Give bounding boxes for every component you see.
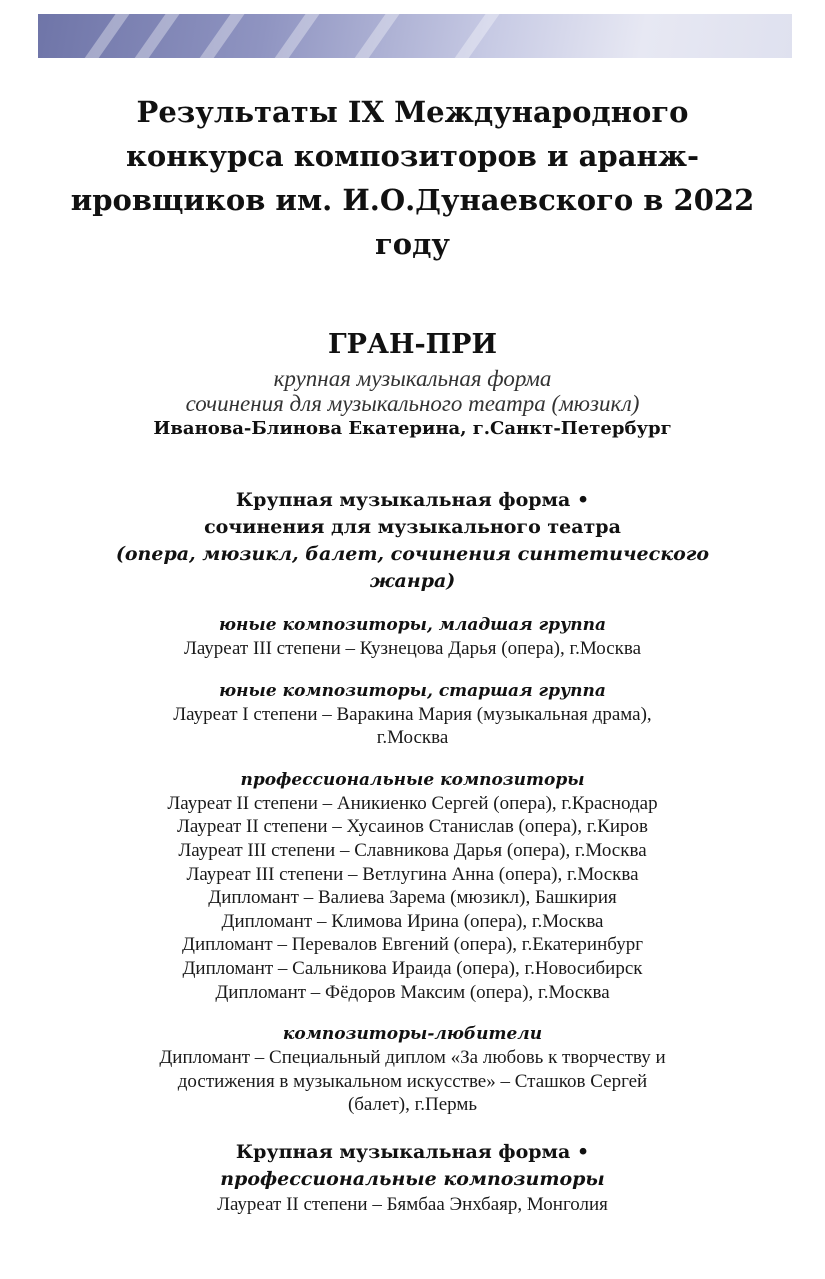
- award-entry: (балет), г.Пермь: [347, 1094, 478, 1116]
- section-1: [60, 487, 765, 1117]
- section-subheading: профессиональные композиторы: [220, 1167, 605, 1190]
- header-banner: [38, 14, 792, 58]
- group-junior-senior: [60, 679, 765, 750]
- award-entry: Дипломант – Специальный диплом «За любовь к творчеству и: [159, 1047, 666, 1069]
- award-entry: Лауреат II степени – Хусаинов Станислав (опера), г.Киров: [177, 816, 648, 838]
- award-entry: г.Москва: [376, 727, 449, 749]
- document-title: [60, 90, 765, 266]
- group-title: композиторы-любители: [282, 1024, 543, 1045]
- section-heading: Крупная музыкальная форма •: [235, 489, 590, 511]
- group-junior-young: [60, 613, 765, 661]
- award-entry: достижения в музыкальном искусстве» – Сташков Сергей: [177, 1070, 648, 1092]
- section-subheading: жанра): [369, 570, 456, 592]
- award-entry: Лауреат III степени – Славникова Дарья (опера), г.Москва: [178, 839, 647, 861]
- award-entry: Дипломант – Перевалов Евгений (опера), г.Екатеринбург: [181, 934, 644, 956]
- award-entry: Лауреат III степени – Ветлугина Анна (опера), г.Москва: [186, 863, 639, 885]
- section-subheading: (опера, мюзикл, балет, сочинения синтетического: [115, 543, 710, 565]
- banner-streak: [443, 14, 506, 58]
- award-entry: Дипломант – Сальникова Ираида (опера), г.Новосибирск: [182, 957, 643, 979]
- award-entry: Лауреат I степени – Варакина Мария (музыкальная драма),: [173, 703, 652, 725]
- award-entry: Лауреат II степени – Аникиенко Сергей (опера), г.Краснодар: [167, 792, 658, 814]
- title-line: конкурса композиторов и аранж-: [125, 139, 700, 173]
- award-entry: Дипломант – Фёдоров Максим (опера), г.Москва: [215, 981, 610, 1003]
- award-entry: Дипломант – Валиева Зарема (мюзикл), Башкирия: [208, 887, 617, 909]
- grand-prix-winner: Иванова-Блинова Екатерина, г.Санкт-Петербург: [153, 418, 672, 439]
- section-heading: Крупная музыкальная форма •: [235, 1140, 590, 1163]
- title-line: году: [374, 227, 450, 261]
- section-heading: сочинения для музыкального театра: [204, 516, 621, 538]
- banner-streak: [73, 14, 136, 58]
- group-title: юные композиторы, старшая группа: [219, 680, 606, 701]
- group-professional: [60, 768, 765, 1004]
- group-title: юные композиторы, младшая группа: [219, 615, 606, 635]
- award-entry: Дипломант – Климова Ирина (опера), г.Москва: [221, 910, 604, 932]
- section-2: [60, 1139, 765, 1217]
- banner-streak: [123, 14, 186, 58]
- award-entry: Лауреат III степени – Кузнецова Дарья (опера), г.Москва: [183, 638, 642, 659]
- title-line: Результаты IX Международного: [136, 95, 689, 129]
- group-amateur: [60, 1022, 765, 1117]
- banner-streak: [188, 14, 251, 58]
- grand-prix-heading: ГРАН-ПРИ: [328, 329, 497, 360]
- title-line: ировщиков им. И.О.Дунаевского в 2022: [70, 183, 755, 217]
- group-title: профессиональные композиторы: [240, 769, 585, 790]
- grand-prix-category: сочинения для музыкального театра (мюзикл): [185, 391, 640, 416]
- document-body: [60, 90, 765, 1217]
- award-entry: Лауреат II степени – Бямбаа Энхбаяр, Монголия: [217, 1193, 608, 1215]
- banner-streak: [343, 14, 406, 58]
- grand-prix-category: крупная музыкальная форма: [273, 366, 552, 391]
- banner-streak: [263, 14, 326, 58]
